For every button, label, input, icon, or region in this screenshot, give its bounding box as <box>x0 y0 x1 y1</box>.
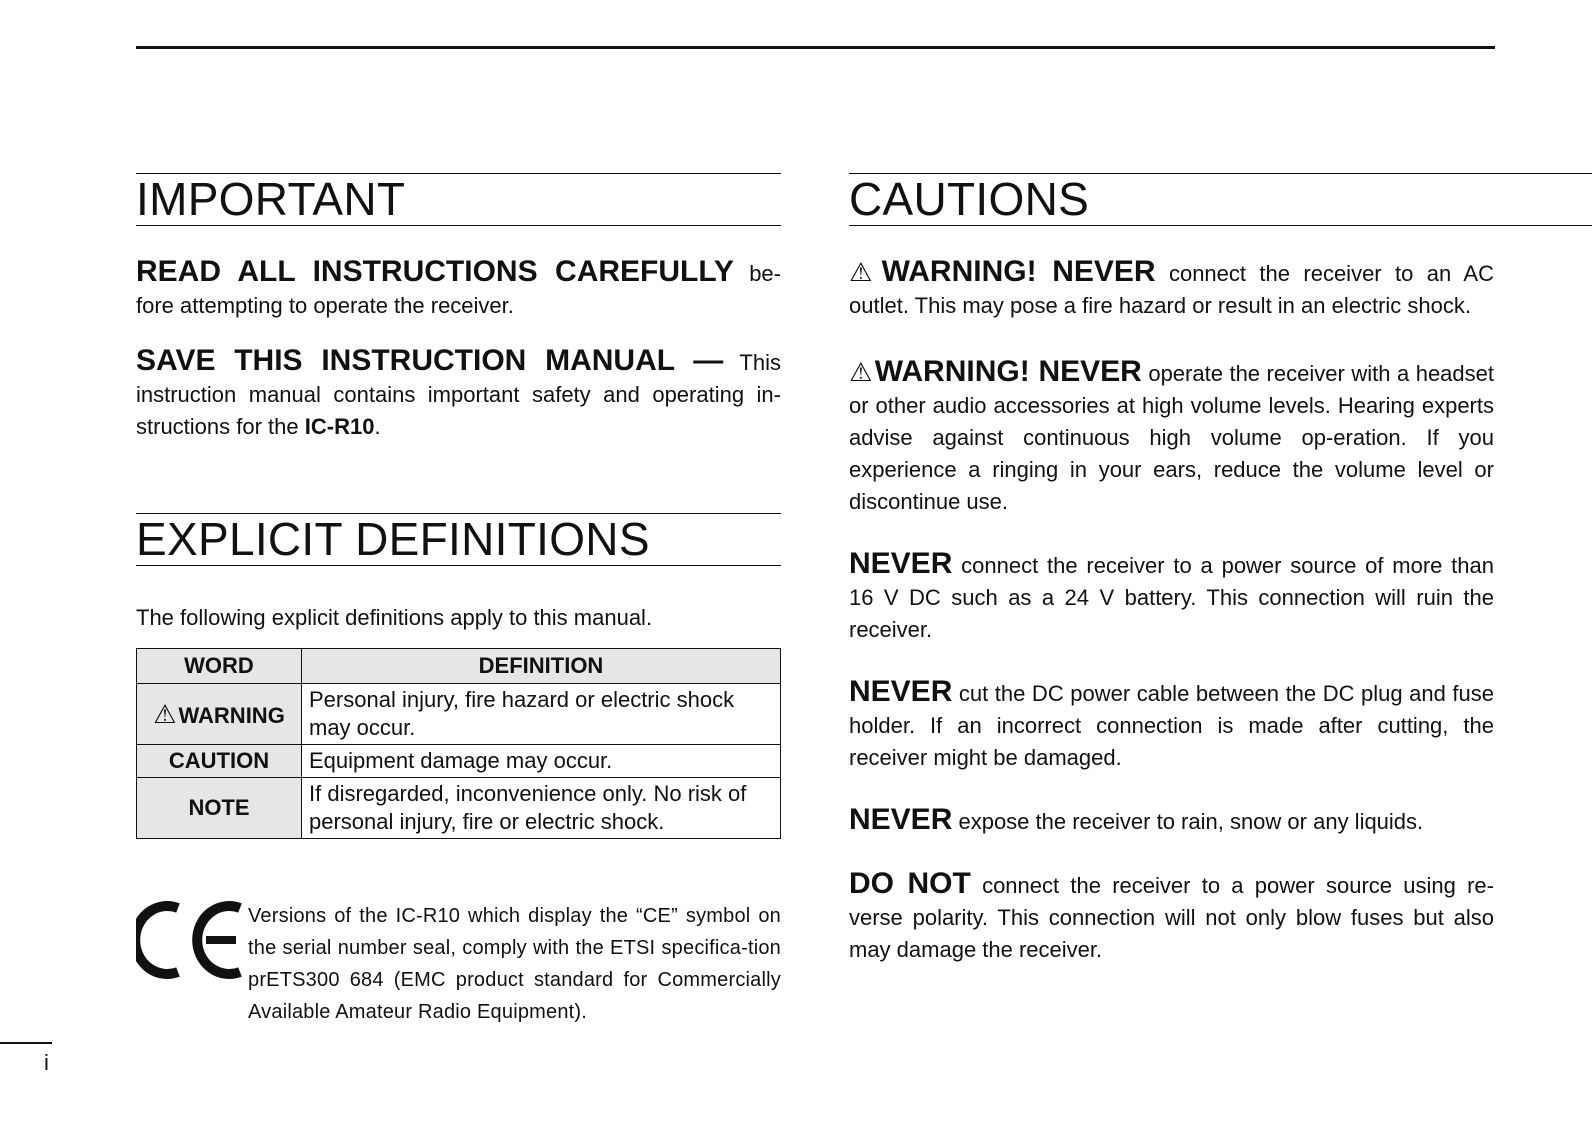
caution-item <box>849 256 1494 322</box>
model-name: IC-R10 <box>304 414 375 439</box>
caution-item <box>849 868 1494 966</box>
save-manual-text: This instruction manual contains important safety and operating in-structions for the <box>136 350 781 439</box>
word-note: NOTE <box>137 778 302 839</box>
right-column <box>849 173 1494 966</box>
caution-lead <box>849 355 1142 388</box>
save-manual-lead: SAVE THIS INSTRUCTION MANUAL — <box>136 344 724 377</box>
page-number: i <box>44 1050 49 1075</box>
explicit-definitions-title: EXPLICIT DEFINITIONS <box>136 513 781 566</box>
caution-lead: NEVER <box>849 547 953 580</box>
caution-item <box>849 676 1494 774</box>
caution-text: expose the receiver to rain, snow or any liquids. <box>952 809 1424 834</box>
caution-lead-text: WARNING! NEVER <box>874 355 1142 388</box>
read-instructions-paragraph <box>136 256 781 322</box>
caution-text: connect the receiver to a power source of more than 16 V DC such as a 24 V battery. This connection will ruin the receiver. <box>849 553 1494 642</box>
word-caution: CAUTION <box>137 745 302 778</box>
caution-item <box>849 548 1494 646</box>
read-instructions-text: be-fore attempting to operate the receiver. <box>136 261 781 318</box>
caution-lead-text: WARNING! NEVER <box>881 255 1156 288</box>
word-warning-label: WARNING <box>178 702 285 728</box>
caution-lead: NEVER <box>849 675 953 708</box>
definitions-intro: The following explicit definitions apply to this manual. <box>136 605 653 630</box>
important-title: IMPORTANT <box>136 173 781 226</box>
caution-item <box>849 356 1494 518</box>
warning-triangle-icon: ⚠ <box>849 257 880 287</box>
caution-lead: NEVER <box>849 803 953 836</box>
warning-triangle-icon: ⚠ <box>153 698 177 729</box>
table-header-row <box>137 649 781 684</box>
caution-item <box>849 804 1494 838</box>
definitions-table <box>136 648 781 839</box>
header-rule <box>136 46 1495 49</box>
table-row <box>137 778 781 839</box>
caution-text: cut the DC power cable between the DC plug and fuse holder. If an incorrect connection is made after cutting, the receiver might be damaged. <box>849 681 1494 770</box>
ce-mark-icon <box>136 900 246 980</box>
save-manual-end: . <box>374 414 381 439</box>
word-warning <box>137 684 302 745</box>
caution-lead: DO NOT <box>849 867 971 900</box>
left-column <box>136 173 781 839</box>
column-header-word: WORD <box>137 649 302 684</box>
definition-warning: Personal injury, fire hazard or electric shock may occur. <box>302 684 781 745</box>
definition-note: If disregarded, inconvenience only. No risk of personal injury, fire or electric shock. <box>302 778 781 839</box>
column-header-definition: DEFINITION <box>302 649 781 684</box>
caution-text: connect the receiver to an AC outlet. This may pose a fire hazard or result in an electric shock. <box>849 261 1494 318</box>
caution-text: operate the receiver with a headset or other audio accessories at high volume levels. Hearing experts advise against continuous high volume op-eration. If you experience a ringing in your ears, reduce the volume level or discontinue use. <box>849 361 1495 514</box>
warning-triangle-icon: ⚠ <box>849 357 873 387</box>
read-instructions-lead: READ ALL INSTRUCTIONS CAREFULLY <box>136 255 734 288</box>
definition-caution: Equipment damage may occur. <box>302 745 781 778</box>
save-manual-paragraph <box>136 345 781 443</box>
caution-text: connect the receiver to a power source using re-verse polarity. This connection will not only blow fuses but also may damage the receiver. <box>849 873 1494 962</box>
caution-lead <box>849 255 1156 288</box>
ce-compliance-block <box>136 900 781 1023</box>
footer-rule <box>0 1042 52 1044</box>
table-row <box>137 745 781 778</box>
ce-text: Versions of the IC-R10 which display the “CE” symbol on the serial number seal, comply with the ETSI specifica-tion prETS300 684 (EMC product standard for Commercially Available Amateur Radio Equipment). <box>248 905 781 1023</box>
cautions-title: CAUTIONS <box>849 173 1592 226</box>
table-row <box>137 684 781 745</box>
